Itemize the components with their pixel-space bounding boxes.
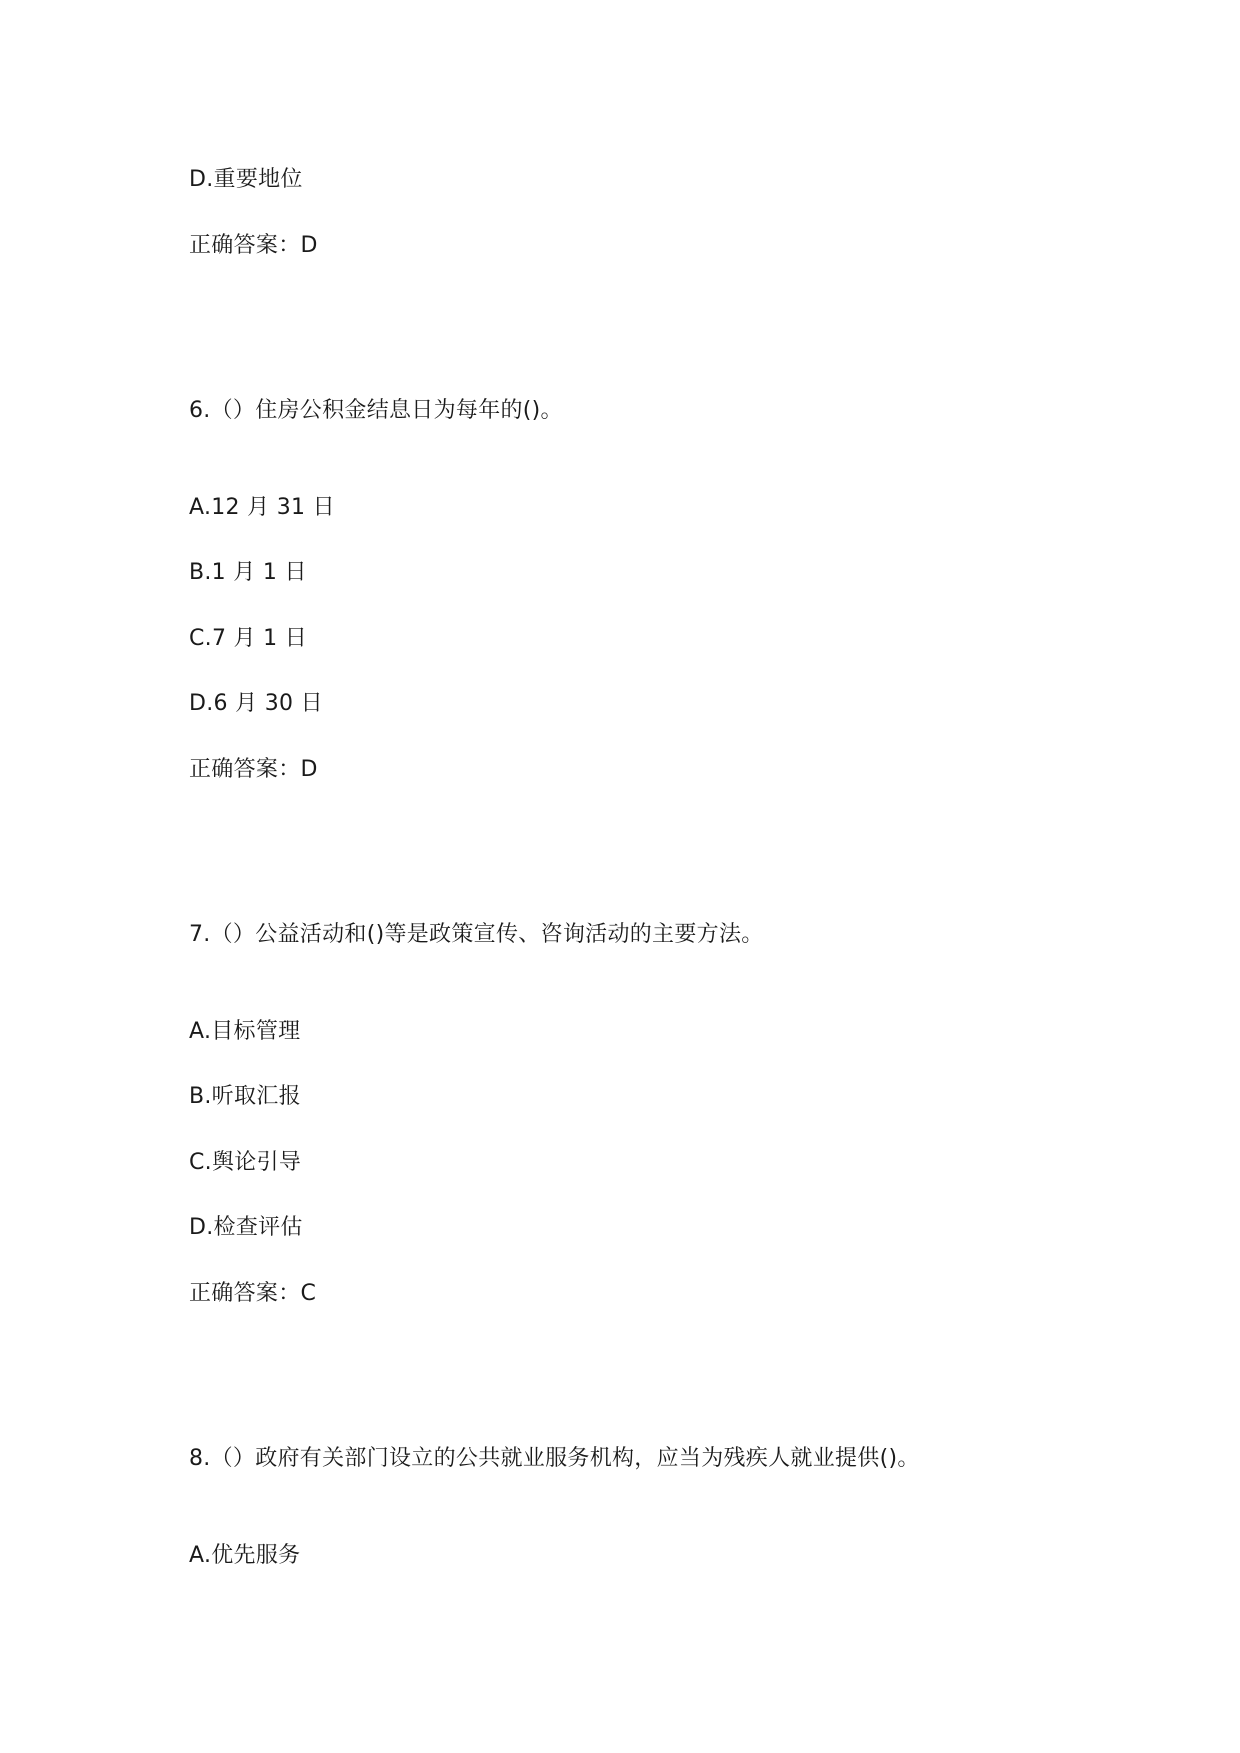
question-8-stem: 8.（）政府有关部门设立的公共就业服务机构，应当为残疾人就业提供()。: [189, 1446, 920, 1471]
question-7-option-b: B.听取汇报: [189, 1084, 301, 1109]
question-7-option-d: D.检查评估: [189, 1215, 303, 1240]
question-8-option-a: A.优先服务: [189, 1543, 301, 1568]
question-7-option-a: A.目标管理: [189, 1019, 301, 1044]
question-6-answer: 正确答案：D: [189, 757, 318, 782]
option-d: D.重要地位: [189, 167, 303, 192]
question-7-option-c: C.舆论引导: [189, 1150, 302, 1175]
question-6-option-b: B.1 月 1 日: [189, 560, 307, 585]
question-6-stem: 6.（）住房公积金结息日为每年的()。: [189, 398, 563, 423]
question-6-option-a: A.12 月 31 日: [189, 495, 335, 520]
question-7-stem: 7.（）公益活动和()等是政策宣传、咨询活动的主要方法。: [189, 922, 764, 947]
question-7-answer: 正确答案：C: [189, 1281, 317, 1306]
answer-text: 正确答案：D: [189, 233, 318, 258]
question-6-option-c: C.7 月 1 日: [189, 626, 308, 651]
question-6-option-d: D.6 月 30 日: [189, 691, 323, 716]
